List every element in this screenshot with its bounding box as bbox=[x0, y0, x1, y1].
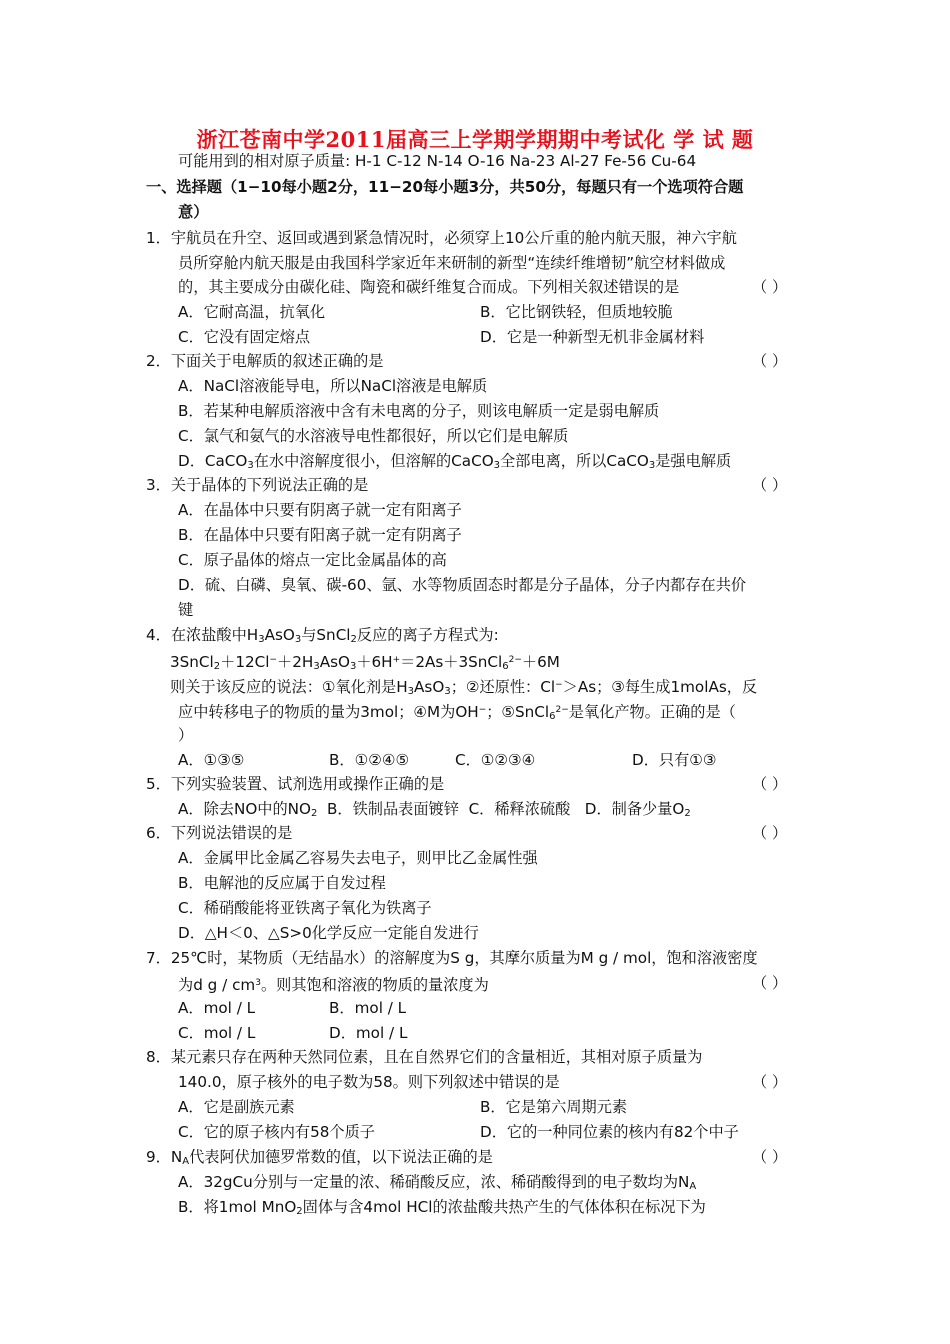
section-heading: 一、选择题（1−10每小题2分，11−20每小题3分，共50分，每题只有一个选项符合题 bbox=[146, 178, 744, 196]
question-7-option-c: C．mol / L bbox=[178, 1024, 256, 1042]
section-heading-cont: 意） bbox=[178, 203, 209, 221]
question-7-option-a: A．mol / L bbox=[178, 999, 256, 1017]
question-2-option-b: B．若某种电解质溶液中含有未电离的分子，则该电解质一定是弱电解质 bbox=[178, 402, 660, 420]
question-1-option-d: D．它是一种新型无机非金属材料 bbox=[480, 328, 705, 346]
question-9-option-a: A．32gCu分别与一定量的浓、稀硝酸反应，浓、稀硝酸得到的电子数均为$N_A$ bbox=[178, 1173, 697, 1192]
question-2-option-d: D．CaCO$_3$在水中溶解度很小，但溶解的CaCO$_3$全部电离，所以CaCO$_3$是强电解质 bbox=[178, 452, 732, 471]
answer-blank: （ ） bbox=[752, 775, 788, 793]
question-9-stem: 9．$N_A$代表阿伏加德罗常数的值，以下说法正确的是 bbox=[146, 1148, 493, 1167]
question-1-option-c: C．它没有固定熔点 bbox=[178, 328, 311, 346]
question-4-option-b: B．①②④⑤ bbox=[329, 751, 410, 769]
question-8-stem-cont: 140.0，原子核外的电子数为58。则下列叙述中错误的是 bbox=[178, 1073, 560, 1091]
question-3-option-a: A．在晶体中只要有阴离子就一定有阳离子 bbox=[178, 501, 462, 519]
question-3-option-d-cont: 键 bbox=[178, 601, 194, 619]
answer-blank: （ ） bbox=[752, 824, 788, 842]
answer-blank: （ ） bbox=[752, 1148, 788, 1166]
question-1-option-b: B．它比钢铁轻，但质地较脆 bbox=[480, 303, 673, 321]
question-3-stem: 3．关于晶体的下列说法正确的是 bbox=[146, 476, 369, 494]
question-7-option-b: B．mol / L bbox=[329, 999, 407, 1017]
question-6-option-d: D．△H＜0、△S>0化学反应一定能自发进行 bbox=[178, 924, 479, 942]
answer-blank: （ ） bbox=[752, 1073, 788, 1091]
question-4-paren-close: ） bbox=[178, 726, 194, 744]
question-4-option-c: C．①②③④ bbox=[455, 751, 536, 769]
question-6-option-b: B．电解池的反应属于自发过程 bbox=[178, 874, 386, 892]
question-8-option-b: B．它是第六周期元素 bbox=[480, 1098, 628, 1116]
question-4-stem: 4．在浓盐酸中$H_3AsO_3$与SnCl$_2$反应的离子方程式为: bbox=[146, 626, 499, 645]
question-9-option-b: B．将1mol MnO$_2$固体与含4mol HCl的浓盐酸共热产生的气体体积在标况下为 bbox=[178, 1198, 706, 1217]
question-8-option-d: D．它的一种同位素的核内有82个中子 bbox=[480, 1123, 739, 1141]
question-3-option-d: D．硫、白磷、臭氧、碳-60、氩、水等物质固态时都是分子晶体，分子内都存在共价 bbox=[178, 576, 747, 594]
question-8-stem: 8．某元素只存在两种天然同位素，且在自然界它们的含量相近，其相对原子质量为 bbox=[146, 1048, 703, 1066]
page-title: 浙江苍南中学2011届高三上学期学期期中考试化 学 试 题 bbox=[196, 127, 754, 152]
question-1-stem-cont: 的，其主要成分由碳化硅、陶瓷和碳纤维复合而成。下列相关叙述错误的是 bbox=[178, 278, 680, 296]
question-4-equation: $3SnCl_2+12Cl^-+2H_3AsO_3+6H^+=2As+3SnCl_6^{2-}+6M$ bbox=[170, 653, 560, 672]
question-2-option-a: A．NaCl溶液能导电，所以NaCl溶液是电解质 bbox=[178, 377, 488, 395]
question-8-option-c: C．它的原子核内有58个质子 bbox=[178, 1123, 375, 1141]
answer-blank: （ ） bbox=[752, 974, 788, 992]
question-6-stem: 6．下列说法错误的是 bbox=[146, 824, 293, 842]
question-7-stem-cont: 为d g / $cm^3$。则其饱和溶液的物质的量浓度为 bbox=[178, 976, 489, 994]
question-3-option-b: B．在晶体中只要有阳离子就一定有阴离子 bbox=[178, 526, 462, 544]
question-4-option-a: A．①③⑤ bbox=[178, 751, 245, 769]
question-4-option-d: D．只有①③ bbox=[632, 751, 717, 769]
question-1-stem: 1．宇航员在升空、返回或遇到紧急情况时，必须穿上10公斤重的舱内航天服，神六宇航 bbox=[146, 229, 737, 247]
question-8-option-a: A．它是副族元素 bbox=[178, 1098, 295, 1116]
question-5-stem: 5．下列实验装置、试剂选用或操作正确的是 bbox=[146, 775, 445, 793]
question-3-option-c: C．原子晶体的熔点一定比金属晶体的高 bbox=[178, 551, 447, 569]
answer-blank: （ ） bbox=[752, 278, 788, 296]
question-4-statements-cont: 应中转移电子的物质的量为3mol；④M为OH−；⑤SnCl$_6^{2-}$是氧化产物。正确的是（ bbox=[178, 703, 736, 722]
question-6-option-a: A．金属甲比金属乙容易失去电子，则甲比乙金属性强 bbox=[178, 849, 538, 867]
question-6-option-c: C．稀硝酸能将亚铁离子氧化为铁离子 bbox=[178, 899, 432, 917]
question-1-stem-cont: 员所穿舱内航天服是由我国科学家近年来研制的新型“连续纤维增韧”航空材料做成 bbox=[178, 254, 726, 272]
question-7-option-d: D．mol / L bbox=[329, 1024, 408, 1042]
question-1-option-a: A．它耐高温，抗氧化 bbox=[178, 303, 326, 321]
question-2-stem: 2．下面关于电解质的叙述正确的是 bbox=[146, 352, 384, 370]
question-4-statements: 则关于该反应的说法：①氧化剂是$H_3AsO_3$；②还原性：Cl−＞As；③每生成1molAs，反 bbox=[170, 678, 758, 697]
question-2-option-c: C．氯气和氨气的水溶液导电性都很好，所以它们是电解质 bbox=[178, 427, 569, 445]
question-7-stem: 7．25℃时，某物质（无结晶水）的溶解度为S g，其摩尔质量为M g / mol，饱和溶液密度 bbox=[146, 949, 758, 967]
question-5-options: A．除去NO中的$NO_2$ B．铁制品表面镀锌 C．稀释浓硫酸 D．制备少量$O_2$ bbox=[178, 800, 691, 819]
atomic-masses: 可能用到的相对原子质量: H-1 C-12 N-14 O-16 Na-23 Al-27 Fe-56 Cu-64 bbox=[178, 152, 697, 170]
answer-blank: （ ） bbox=[752, 476, 788, 494]
answer-blank: （ ） bbox=[752, 352, 788, 370]
